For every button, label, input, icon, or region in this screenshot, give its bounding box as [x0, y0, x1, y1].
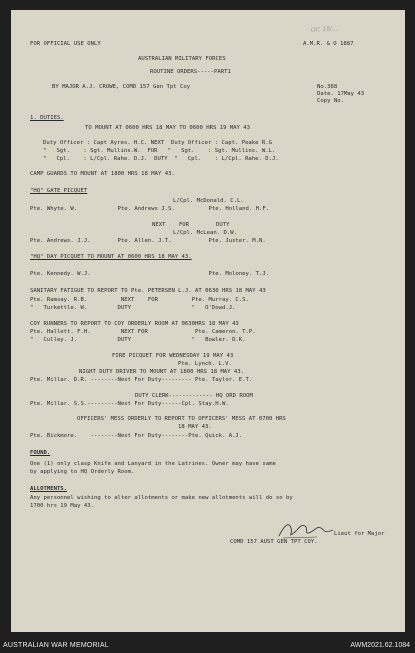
order-line: Pte. Millar. S.S.---------Next For Duty------Cpl. Stay.H.W. — [30, 401, 229, 407]
section-heading: "HQ" GATE PICQUET — [30, 188, 88, 194]
order-title: ROUTINE ORDERS-----PART1 — [150, 69, 231, 75]
form-reference: A.M.R. & O 1887 — [303, 41, 354, 47]
order-line: L/Cpl. McLean. D.W. — [173, 230, 237, 236]
order-line: 1700 hrs 19 May 43. — [30, 503, 94, 509]
archive-name: AUSTRALIAN WAR MEMORIAL — [3, 642, 109, 649]
issuing-officer: BY MAJOR A.J. CROWE, COMD 157 Gen Tpt Coy — [52, 84, 191, 90]
signature-unit: COMD 157 AUST GEN TPT COY. — [230, 539, 318, 545]
order-line: CAMP GUARDS TO MOUNT AT 1800 HRS 18 MAY 43. — [30, 171, 175, 177]
order-line: " Culley. J. DUTY " Bowler. D.K. — [30, 337, 246, 343]
signature-title: Lieut for Major — [334, 531, 385, 537]
order-line: Pte. Whyte. W. Pte. Andrews J.S. Pte. Holland. H.F. — [30, 206, 270, 212]
order-line: 18 MAY 43. — [178, 424, 212, 430]
order-line: " Sgt. : Sgt. Mullins.W. FOR " Sgt. : Sgt. Mullins. W.L. — [43, 148, 276, 154]
handwritten-annotation: OC 18/... — [310, 25, 339, 34]
copy-number: Copy No. — [317, 98, 344, 104]
order-line: Any personnel wishing to alter allotments or make new allotments will do so by — [30, 495, 293, 501]
section-heading: NIGHT DUTY DRIVER TO MOUNT AT 1800 HRS 18 MAY 43. — [79, 369, 245, 375]
order-line: " Turkettle. W. DUTY " O'Dowd.J. — [30, 305, 236, 311]
order-line: Pte. Bickmore. --------Next For Duty--------Pte. Quick. A.J. — [30, 433, 243, 439]
order-line: " Cpl. : L/Cpl. Rahe. D.J. DUTY " Cpl. : L/Cpl. Rahe. D.J. — [43, 156, 279, 162]
order-line: NEXT FOR DUTY — [152, 222, 230, 228]
section-heading: ALLOTMENTS. — [30, 486, 68, 492]
force-heading: AUSTRALIAN MILITARY FORCES — [138, 56, 226, 62]
section-heading: DUTY CLERK------------- HQ ORD ROOM — [135, 393, 253, 399]
order-line: Pte. Millar. D.R. --------Next For Duty--------- Pte. Taylor. E.T. — [30, 377, 253, 383]
order-line: Pte. Lynch. L.V. — [178, 361, 232, 367]
order-line: L/Cpl. McDonald. C.L. — [173, 198, 244, 204]
archive-footer — [0, 638, 415, 653]
order-number: No.368 — [317, 84, 338, 90]
section-heading: FOUND. — [30, 450, 51, 456]
section-heading: "HQ" DAY PICQUET TO MOUNT AT 0600 HRS 18 MAY 43. — [30, 254, 192, 260]
section-heading: 1. DUTIES. — [30, 115, 64, 121]
order-line: Pte. Ramsay. R.B. NEXT FOR Pte. Murray. C.S. — [30, 297, 249, 303]
order-line: Duty Officer : Capt Ayres. H.C. NEXT Duty Officer : Capt. Peake R.G — [43, 140, 273, 146]
archive-reference: AWM2021.62.1084 — [350, 642, 410, 649]
section-heading: COY RUNNERS TO REPORT TO COY ORDERLY ROOM AT 0630HRS 18 MAY 43 — [30, 321, 239, 327]
security-classification: FOR OFFICIAL USE ONLY — [30, 41, 101, 47]
order-line: One (1) only clasp Knife and Lanyard in the Latrines. Owner may have same — [30, 461, 276, 467]
order-line: Pte. Hallett. F.H. NEXT FOR Pte. Cameron. T.P. — [30, 329, 256, 335]
section-heading: OFFICERS' MESS ORDERLY TO REPORT TO OFFICERS' MESS AT 0700 HRS — [77, 416, 286, 422]
order-line: Pte. Andrews. J.J. Pte. Allen. J.T. Pte. Juster. M.N. — [30, 238, 266, 244]
section-heading: SANITARY FATIGUE TO REPORT TO Pte. PETERSEN L.J. AT 0630 HRS 18 MAY 43 — [30, 288, 266, 294]
order-line: TO MOUNT AT 0600 HRS 18 MAY TO 0600 HRS 19 MAY 43 — [85, 125, 251, 131]
order-date: Date. 17May 43 — [317, 91, 365, 97]
order-line: by applying to HQ Orderly Room. — [30, 469, 135, 475]
document-page — [11, 10, 405, 632]
section-heading: FIRE PICQUET FOR WEDNESDAY 19 MAY 43 — [112, 353, 234, 359]
order-line: Pte. Kennedy. W.J. Pte. Moloney. T.J. — [30, 271, 270, 277]
